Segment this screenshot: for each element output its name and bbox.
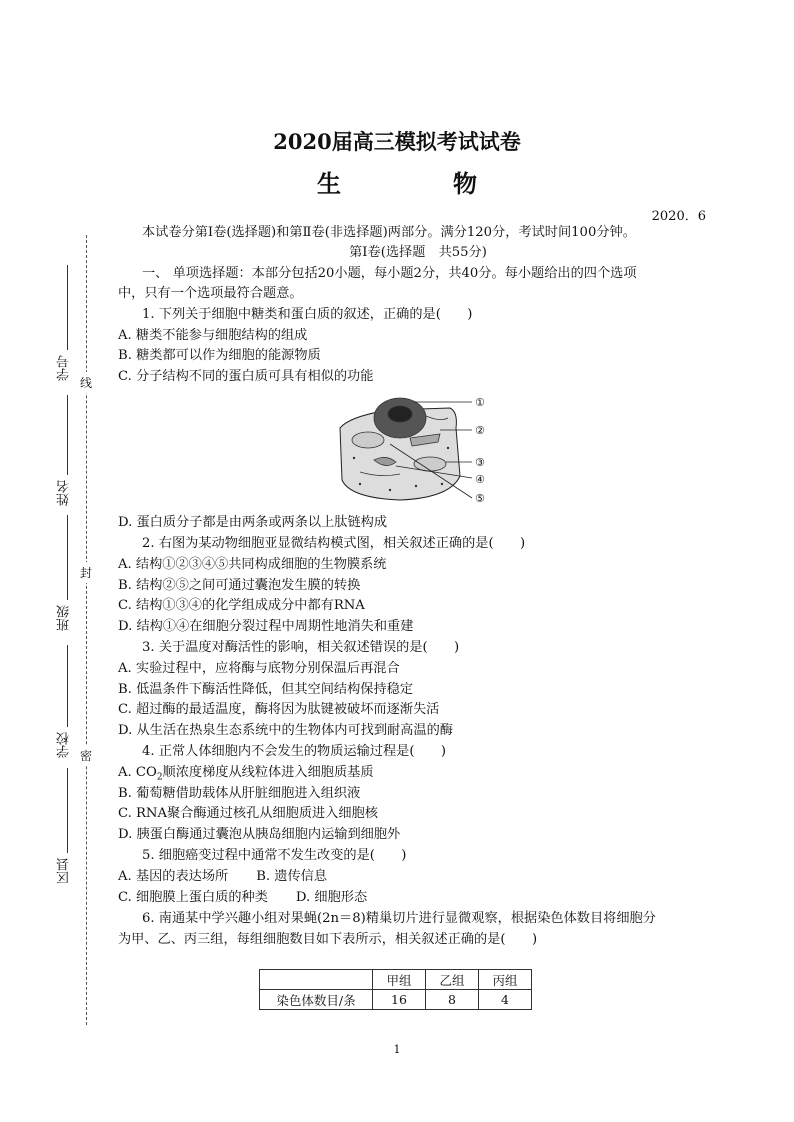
field-district-label: 区县 [57, 858, 72, 884]
subject-title: 生 物 [317, 169, 521, 198]
q6-line2: 为甲、乙、丙三组，每组细胞数目如下表所示，相关叙述正确的是( ) [118, 932, 538, 947]
q4-option-a: A. $CO_2$顺浓度梯度从线粒体进入细胞质基质 [118, 765, 374, 783]
table-header-cell: 丙组 [479, 970, 532, 990]
figure-label-1: ① [475, 396, 485, 409]
binding-dashed-line [86, 235, 87, 1025]
q5-options-ab [118, 868, 718, 886]
section1-line1: 一、 单项选择题：本部分包括20小题，每小题2分，共40分。每小题给出的四个选项 [142, 266, 637, 281]
q5-option-a: A. 基因的表达场所 [118, 869, 229, 884]
figure-label-2: ② [475, 424, 485, 437]
q1-stem: 1. 下列关于细胞中糖类和蛋白质的叙述，正确的是( ) [142, 307, 473, 322]
table-cell: 4 [479, 990, 532, 1010]
q2-option-d: D. 结构①④在细胞分裂过程中周期性地消失和重建 [118, 619, 414, 634]
table-header-cell: 乙组 [426, 970, 479, 990]
bind-word-seal: 封 [80, 562, 92, 583]
section1-line2: 中，只有一个选项最符合题意。 [118, 286, 303, 301]
q5-option-b: B. 遗传信息 [256, 869, 328, 884]
field-student-id-label: 学号 [57, 355, 72, 381]
field-class-label: 班级 [57, 605, 72, 631]
q5-stem: 5. 细胞癌变过程中通常不发生改变的是( ) [142, 848, 407, 863]
exam-title: 2020届高三模拟考试试卷 [273, 129, 521, 154]
field-name-label: 姓名 [57, 480, 72, 506]
table-cell: 16 [373, 990, 426, 1010]
q4-option-b: B. 葡萄糖借助载体从肝脏细胞进入组织液 [118, 786, 361, 801]
exam-date: 2020．6 [651, 209, 706, 224]
q1-option-a: A. 糖类不能参与细胞结构的组成 [118, 328, 308, 343]
field-school-label: 学校 [57, 732, 72, 758]
field-school-line[interactable] [67, 645, 68, 727]
table-header-cell: 甲组 [373, 970, 426, 990]
q2-option-b: B. 结构②⑤之间可通过囊泡发生膜的转换 [118, 578, 361, 593]
q5-option-d: D. 细胞形态 [295, 890, 368, 905]
q5-option-c: C. 细胞膜上蛋白质的种类 [118, 890, 268, 905]
field-name-line[interactable] [67, 395, 68, 475]
q1-option-c: C. 分子结构不同的蛋白质可具有相似的功能 [118, 369, 374, 384]
page-number: 1 [393, 1043, 401, 1056]
q5-options-cd [118, 889, 718, 907]
q3-option-b: B. 低温条件下酶活性降低，但其空间结构保持稳定 [118, 682, 414, 697]
q4-option-d: D. 胰蛋白酶通过囊泡从胰岛细胞内运输到细胞外 [118, 827, 401, 842]
table-row-label: 染色体数目/条 [260, 990, 373, 1010]
field-district-line[interactable] [67, 768, 68, 853]
part1-heading: 第Ⅰ卷(选择题 共55分) [349, 245, 487, 260]
q3-option-c: C. 超过酶的最适温度，酶将因为肽键被破坏而逐渐失活 [118, 702, 440, 717]
field-class-line[interactable] [67, 515, 68, 600]
animal-cell-figure [330, 388, 500, 510]
table-header-row [260, 970, 532, 990]
q2-option-a: A. 结构①②③④⑤共同构成细胞的生物膜系统 [118, 557, 387, 572]
q1-option-b: B. 糖类都可以作为细胞的能源物质 [118, 348, 321, 363]
chromosome-table [259, 969, 532, 1010]
table-cell: 8 [426, 990, 479, 1010]
q2-stem: 2. 右图为某动物细胞亚显微结构模式图，相关叙述正确的是( ) [142, 536, 526, 551]
bind-word-sealed: 密 [80, 745, 92, 766]
figure-label-5: ⑤ [475, 492, 485, 505]
bind-word-line: 线 [80, 372, 92, 393]
q3-option-d: D. 从生活在热泉生态系统中的生物体内可找到耐高温的酶 [118, 723, 453, 738]
q6-line1: 6. 南通某中学兴趣小组对果蝇(2n＝8)精巢切片进行显微观察，根据染色体数目将细胞分 [142, 911, 656, 926]
q1-option-d: D. 蛋白质分子都是由两条或两条以上肽链构成 [118, 515, 388, 530]
field-student-id-line[interactable] [67, 265, 68, 350]
figure-label-3: ③ [475, 456, 485, 469]
q3-stem: 3. 关于温度对酶活性的影响，相关叙述错误的是( ) [142, 640, 460, 655]
exam-description: 本试卷分第Ⅰ卷(选择题)和第Ⅱ卷(非选择题)两部分。满分120分，考试时间100分钟。 [142, 225, 636, 240]
figure-label-4: ④ [475, 473, 485, 486]
table-header-cell [260, 970, 373, 990]
q3-option-a: A. 实验过程中，应将酶与底物分别保温后再混合 [118, 661, 400, 676]
q4-option-c: C. RNA聚合酶通过核孔从细胞质进入细胞核 [118, 806, 378, 821]
q2-option-c: C. 结构①③④的化学组成成分中都有RNA [118, 598, 365, 613]
table-row [260, 990, 532, 1010]
q4-stem: 4. 正常人体细胞内不会发生的物质运输过程是( ) [142, 744, 446, 759]
